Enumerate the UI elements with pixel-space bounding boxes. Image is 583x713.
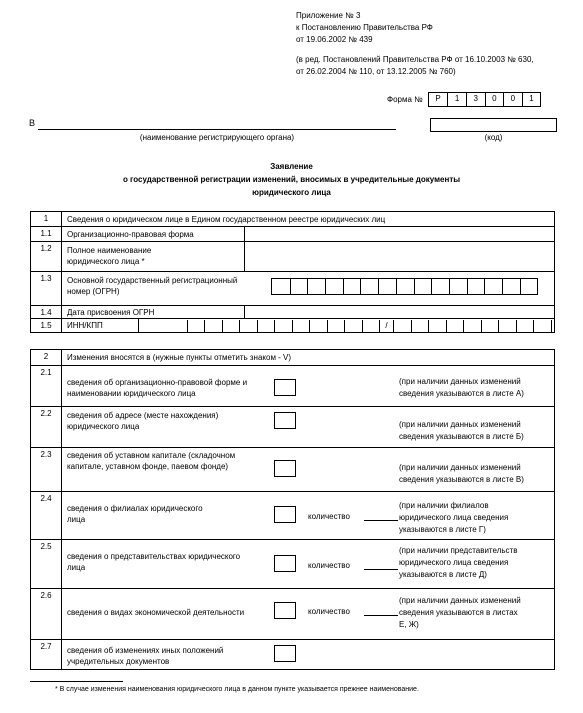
checkbox-2-7[interactable]	[274, 645, 296, 662]
amendment-line-2: от 26.02.2004 № 110, от 13.12.2005 № 760)	[296, 67, 456, 76]
row-note: (при наличии данных изменений сведения указываются в листе В)	[399, 463, 524, 484]
row-2-5	[31, 539, 554, 588]
form-code-cells	[428, 92, 542, 107]
row-label: сведения об изменениях иных положений учредительных документов	[67, 646, 224, 666]
authority-caption: (наименование регистрирующего органа)	[139, 133, 295, 142]
section-1-table	[30, 211, 555, 333]
section-1-heading: Сведения о юридическом лице в Едином государственном реестре юридических лиц	[67, 215, 386, 224]
amendment-line-1: (в ред. Постановлений Правительства РФ от 16.10.2003 № 630,	[296, 55, 534, 64]
authority-prefix: В	[29, 118, 36, 128]
inn-kpp-separator: /	[379, 320, 393, 332]
authority-code-field[interactable]	[430, 118, 557, 132]
row-label: сведения о видах экономической деятельности	[67, 608, 245, 617]
section-2-table	[30, 349, 555, 670]
footnote-separator	[30, 681, 123, 682]
row-1-3	[31, 271, 554, 305]
row-number: 2.7	[31, 640, 62, 669]
inn-kpp-cells[interactable]	[169, 320, 568, 332]
appendix-header	[296, 10, 534, 78]
row-label: Основной государственный регистрационный номер (ОГРН)	[67, 276, 238, 296]
form-number	[387, 92, 541, 107]
title-line-2: о государственной регистрации изменений, вносимых в учредительные документы	[122, 175, 461, 184]
checkbox-2-3[interactable]	[274, 460, 296, 477]
row-number: 2.1	[31, 366, 62, 406]
checkbox-2-5[interactable]	[274, 555, 296, 572]
row-note: (при наличии данных изменений сведения указываются в листе А)	[399, 377, 524, 398]
section-2-heading: Изменения вносятся в (нужные пункты отметить знаком - V)	[67, 353, 292, 362]
row-label: сведения об организационно-правовой форме и наименовании юридического лица	[67, 378, 248, 398]
checkbox-2-1[interactable]	[274, 379, 296, 396]
row-note: (при наличии данных изменений сведения указываются в листе Б)	[399, 420, 524, 441]
row-number: 2.6	[31, 589, 62, 639]
checkbox-2-2[interactable]	[274, 412, 296, 429]
row-number: 2.5	[31, 540, 62, 588]
row-label: сведения об уставном капитале (складочном капитале, уставном фонде, паевом фонде)	[67, 451, 236, 471]
row-label: сведения о филиалах юридического лица	[67, 504, 203, 524]
row-label: сведения об адресе (месте нахождения) юридического лица	[67, 411, 219, 431]
section-2-heading-row	[31, 350, 554, 365]
row-number: 2.2	[31, 407, 62, 447]
section-1-heading-row	[31, 212, 554, 226]
authority-name-field[interactable]	[38, 129, 396, 130]
form-code-cell: 1	[522, 93, 541, 106]
row-number: 1	[31, 212, 62, 226]
row-number: 1.4	[31, 306, 62, 318]
appendix-number: Приложение № 3	[296, 11, 361, 20]
row-2-6	[31, 588, 554, 639]
form-number-label: Форма №	[387, 94, 423, 104]
row-label: Организационно-правовая форма	[67, 230, 194, 239]
row-number: 2	[31, 350, 62, 365]
row-number: 1.1	[31, 227, 62, 241]
quantity-label: количество	[308, 512, 350, 521]
quantity-label: количество	[308, 561, 350, 570]
row-number: 2.3	[31, 448, 62, 491]
quantity-field[interactable]	[364, 569, 398, 570]
row-number: 2.4	[31, 492, 62, 539]
title-line-3: юридического лица	[252, 188, 331, 197]
document-title	[0, 160, 583, 199]
checkbox-2-6[interactable]	[274, 602, 296, 619]
appendix-reference: к Постановлению Правительства РФ	[296, 23, 433, 32]
row-1-4	[31, 305, 554, 318]
form-code-cell: 0	[485, 93, 504, 106]
row-note: (при наличии представительств юридического лица сведения указываются в листе Д)	[399, 546, 518, 579]
quantity-label: количество	[308, 607, 350, 616]
appendix-date: от 19.06.2002 № 439	[296, 35, 373, 44]
row-2-4	[31, 491, 554, 539]
checkbox-2-4[interactable]	[274, 506, 296, 523]
row-note: (при наличии данных изменений сведения указываются в листах Е, Ж)	[399, 596, 521, 629]
form-code-cell: 0	[503, 93, 522, 106]
row-label: сведения о представительствах юридического лица	[67, 552, 241, 572]
row-label: Полное наименование юридического лица *	[67, 246, 152, 266]
row-note: (при наличии филиалов юридического лица сведения указываются в листе Г)	[399, 501, 509, 534]
row-label: ИНН/КПП	[67, 321, 103, 330]
row-2-3	[31, 447, 554, 491]
row-number: 1.2	[31, 242, 62, 271]
row-2-1	[31, 365, 554, 406]
row-1-5	[31, 318, 554, 332]
form-code-cell: 1	[447, 93, 466, 106]
title-line-1: Заявление	[270, 162, 313, 171]
row-1-1	[31, 226, 554, 241]
row-1-2	[31, 241, 554, 271]
row-label: Дата присвоения ОГРН	[67, 308, 155, 317]
ogrn-cells[interactable]	[271, 278, 538, 295]
row-2-2	[31, 406, 554, 447]
quantity-field[interactable]	[364, 615, 398, 616]
authority-code-caption: (код)	[484, 133, 503, 142]
row-2-7	[31, 639, 554, 669]
footnote: * В случае изменения наименования юридического лица в данном пункте указывается прежнее наименование.	[55, 686, 419, 693]
quantity-field[interactable]	[364, 520, 398, 521]
row-number: 1.3	[31, 272, 62, 305]
row-number: 1.5	[31, 319, 62, 332]
form-code-cell: Р	[435, 94, 441, 103]
form-code-cell: 3	[466, 93, 485, 106]
